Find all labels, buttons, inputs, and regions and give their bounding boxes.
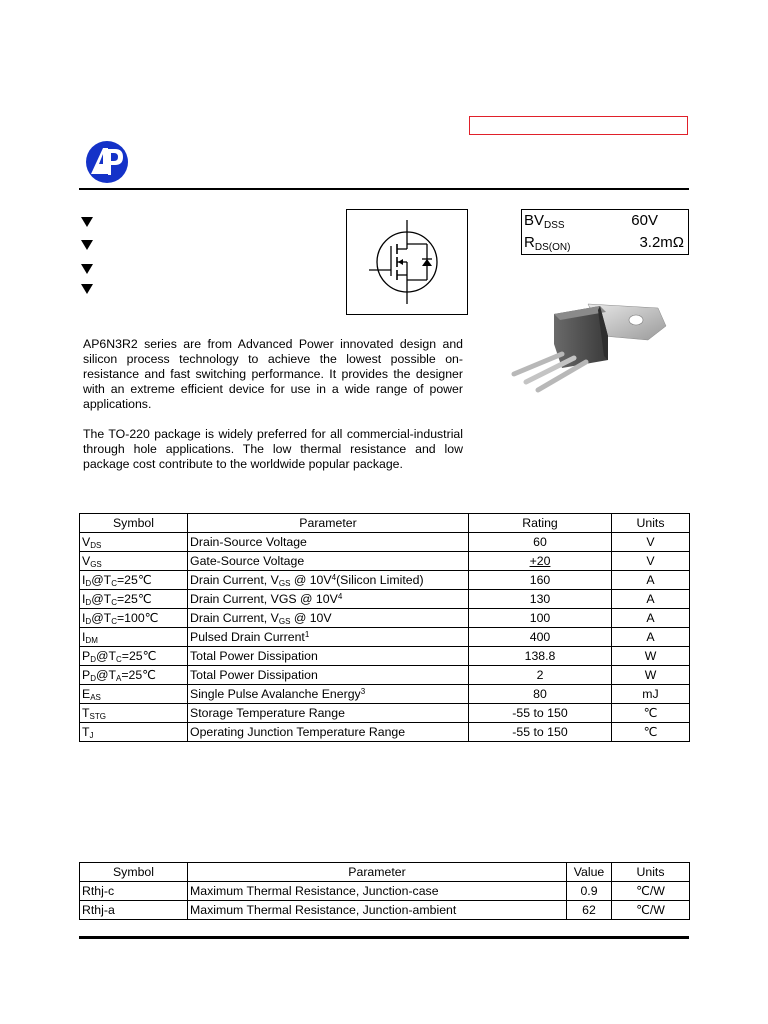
parameter-cell: Drain Current, $V_{GS}$ @ $10V^4(Silicon$ Limited) <box>188 571 469 590</box>
spec-row-rdson <box>524 232 684 254</box>
table-row <box>80 666 690 685</box>
spec-value: 60V <box>631 212 658 229</box>
value-cell: 60 <box>469 533 612 552</box>
value-cell: 400 <box>469 628 612 647</box>
triangle-down-icon <box>80 239 94 251</box>
symbol-cell: $I_{DM}$ <box>80 628 188 647</box>
description-paragraph-1: AP6N3R2 series are from Advanced Power innovated design and silicon process technology to achieve the lowest possible on-resistance and fast switching performance. It provides the designer with an extreme efficient device for use in a wide range of power applications. <box>83 337 463 411</box>
triangle-down-icon <box>80 283 94 295</box>
ap-logo-icon <box>85 140 129 184</box>
unit-cell: A <box>612 628 690 647</box>
unit-cell: ℃ <box>612 704 690 723</box>
parameter-cell: Drain Current, VGS @ $10V^4$ <box>188 590 469 609</box>
value-cell: 160 <box>469 571 612 590</box>
value-cell: -55 to 150 <box>469 704 612 723</box>
unit-cell: W <box>612 647 690 666</box>
header-cell: Value <box>567 863 612 882</box>
key-spec-box <box>521 209 689 255</box>
symbol-cell: $V_{GS}$ <box>80 552 188 571</box>
unit-cell: V <box>612 552 690 571</box>
table-row <box>80 533 690 552</box>
unit-cell: ℃ <box>612 723 690 742</box>
symbol-cell: $I_D@T_C=25℃$ <box>80 571 188 590</box>
unit-cell: A <box>612 609 690 628</box>
footer-rule <box>79 936 689 939</box>
symbol-cell: $T_J$ <box>80 723 188 742</box>
header-cell: Rating <box>469 514 612 533</box>
value-cell: 0.9 <box>567 882 612 901</box>
value-cell: 2 <box>469 666 612 685</box>
description-paragraph-2: The TO-220 package is widely preferred for all commercial-industrial through hole applications. The low thermal resistance and low package cost contribute to the worldwide popular package. <box>83 427 463 471</box>
table-row <box>80 882 690 901</box>
value-cell: 62 <box>567 901 612 920</box>
parameter-cell: Storage Temperature Range <box>188 704 469 723</box>
spec-value: 3.2mΩ <box>639 234 684 251</box>
header-cell: Parameter <box>188 514 469 533</box>
spec-row-bvdss <box>524 210 684 232</box>
table-row <box>80 609 690 628</box>
symbol-cell: Rthj-c <box>80 882 188 901</box>
table-row <box>80 901 690 920</box>
symbol-cell: $T_{STG}$ <box>80 704 188 723</box>
parameter-cell: Maximum Thermal Resistance, Junction-case <box>188 882 567 901</box>
header-cell: Units <box>612 514 690 533</box>
thermal-table <box>79 862 690 920</box>
symbol-cell: $I_D@T_C=25℃$ <box>80 590 188 609</box>
unit-cell: ℃/W <box>612 901 690 920</box>
to220-package-image <box>508 296 698 396</box>
parameter-cell: Operating Junction Temperature Range <box>188 723 469 742</box>
table-row <box>80 628 690 647</box>
part-number-box <box>469 116 688 135</box>
parameter-cell: Drain Current, $V_{GS}$ @ 10V <box>188 609 469 628</box>
symbol-cell: $I_D@T_C=100℃$ <box>80 609 188 628</box>
triangle-down-icon <box>80 216 94 228</box>
spec-symbol: $R_{DS(ON)}$ <box>524 234 571 253</box>
unit-cell: A <box>612 571 690 590</box>
table-header-row <box>80 514 690 533</box>
header-cell: Symbol <box>80 514 188 533</box>
triangle-down-icon <box>80 263 94 275</box>
unit-cell: W <box>612 666 690 685</box>
spec-symbol: $BV_{DSS}$ <box>524 212 565 231</box>
symbol-cell: $P_D@T_A=25℃$ <box>80 666 188 685</box>
table-row <box>80 723 690 742</box>
value-cell: 100 <box>469 609 612 628</box>
ratings-table <box>79 513 690 742</box>
table-row <box>80 552 690 571</box>
parameter-cell: Drain-Source Voltage <box>188 533 469 552</box>
value-cell: +20 <box>469 552 612 571</box>
table-row <box>80 685 690 704</box>
mosfet-schematic-frame <box>346 209 468 315</box>
symbol-cell: $V_{DS}$ <box>80 533 188 552</box>
parameter-cell: Pulsed Drain Current$^1$ <box>188 628 469 647</box>
symbol-cell: $P_D@T_C=25℃$ <box>80 647 188 666</box>
header-rule <box>79 188 689 190</box>
header-cell: Parameter <box>188 863 567 882</box>
symbol-cell: Rthj-a <box>80 901 188 920</box>
value-cell: 80 <box>469 685 612 704</box>
value-cell: 138.8 <box>469 647 612 666</box>
header-cell: Units <box>612 863 690 882</box>
parameter-cell: Total Power Dissipation <box>188 647 469 666</box>
parameter-cell: Maximum Thermal Resistance, Junction-ambient <box>188 901 567 920</box>
table-row <box>80 571 690 590</box>
header-cell: Symbol <box>80 863 188 882</box>
table-row <box>80 647 690 666</box>
unit-cell: V <box>612 533 690 552</box>
value-cell: 130 <box>469 590 612 609</box>
table-row <box>80 590 690 609</box>
table-header-row <box>80 863 690 882</box>
parameter-cell: Single Pulse Avalanche Energy$^3$ <box>188 685 469 704</box>
symbol-cell: $E_{AS}$ <box>80 685 188 704</box>
table-row <box>80 704 690 723</box>
mosfet-symbol-icon <box>347 210 467 314</box>
parameter-cell: Gate-Source Voltage <box>188 552 469 571</box>
unit-cell: mJ <box>612 685 690 704</box>
parameter-cell: Total Power Dissipation <box>188 666 469 685</box>
unit-cell: ℃/W <box>612 882 690 901</box>
unit-cell: A <box>612 590 690 609</box>
value-cell: -55 to 150 <box>469 723 612 742</box>
